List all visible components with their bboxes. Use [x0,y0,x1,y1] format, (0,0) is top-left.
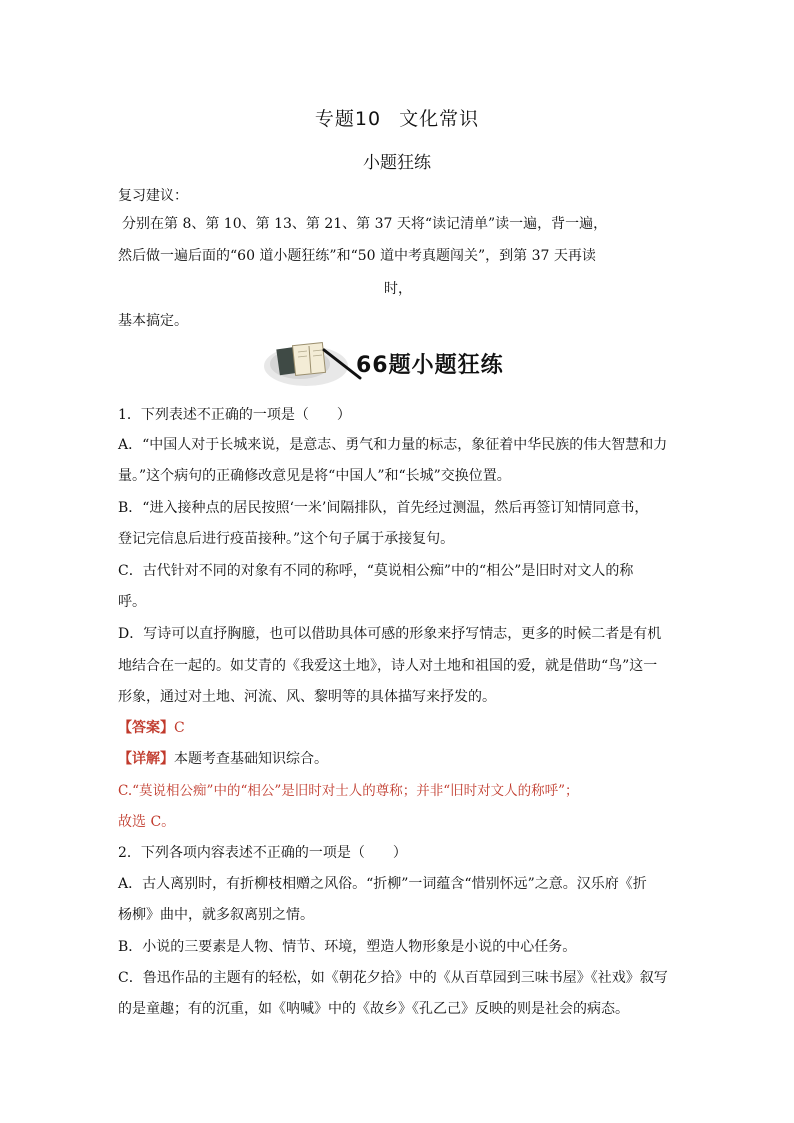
detail-text: 本题考查基础知识综合。 [174,751,328,767]
question-stem: 2．下列各项内容表述不正确的一项是（ ） [118,845,407,861]
question-stem: 1．下列表述不正确的一项是（ ） [118,407,351,423]
option-a-continued: 杨柳》曲中，就多叙离别之情。 [118,907,314,923]
option-a: A．古人离别时，有折柳枝相赠之风俗。“折柳”一词蕴含“惜别怀远”之意。汉乐府《折 [118,876,647,892]
section-banner [262,334,532,392]
banner-title: 66题小题狂练 [356,353,504,378]
option-c: C．古代针对不同的对象有不同的称呼，“莫说相公痴”中的“相公”是旧时对文人的称 [118,563,634,579]
review-advice-line: 然后做一遍后面的“60 道小题狂练”和“50 道中考真题闯关”，到第 37 天再读 [118,248,596,264]
answer-line [118,718,678,738]
option-d-continued: 形象，通过对土地、河流、风、黎明等的具体描写来抒发的。 [118,689,496,705]
option-d-continued: 地结合在一起的。如艾青的《我爱这土地》，诗人对土地和祖国的爱，就是借助“鸟”这一 [118,658,658,674]
explanation-text: C.“莫说相公痴”中的“相公”是旧时对士人的尊称；并非“旧时对文人的称呼”； [118,783,579,799]
detail-line [118,749,678,769]
detail-label: 【详解】 [118,751,174,767]
option-b: B．小说的三要素是人物、情节、环境，塑造人物形象是小说的中心任务。 [118,939,577,955]
book-brush-icon [262,334,362,392]
review-advice-heading: 复习建议： [118,188,188,204]
review-advice-line: 时， [384,281,412,297]
page-subtitle: 小题狂练 [363,153,431,173]
answer-value: C [174,720,185,736]
option-c-continued: 的是童趣；有的沉重，如《呐喊》中的《故乡》《孔乙己》反映的则是社会的病态。 [118,1001,629,1017]
option-b-continued: 登记完信息后进行疫苗接种。”这个句子属于承接复句。 [118,531,455,547]
review-advice-line: 分别在第 8、第 10、第 13、第 21、第 37 天将“读记清单”读一遍，背一遍， [122,216,608,232]
option-d: D．写诗可以直抒胸臆，也可以借助具体可感的形象来抒写情志，更多的时候二者是有机 [118,626,662,642]
option-b: B．“进入接种点的居民按照‘一米’间隔排队，首先经过测温，然后再签订知情同意书， [118,500,649,516]
answer-label: 【答案】 [118,720,174,736]
title-topic-number: 专题10 [314,108,382,130]
title-topic-name: 文化常识 [399,108,480,130]
option-c: C．鲁迅作品的主题有的轻松，如《朝花夕拾》中的《从百草园到三味书屋》《社戏》叙写 [118,970,668,986]
option-a-continued: 量。”这个病句的正确修改意见是将“中国人”和“长城”交换位置。 [118,468,511,484]
review-advice-line: 基本搞定。 [118,313,188,329]
option-a: A．“中国人对于长城来说，是意志、勇气和力量的标志，象征着中华民族的伟大智慧和力 [118,437,668,453]
option-c-continued: 呼。 [118,594,146,610]
page-title [0,104,794,131]
conclusion-text: 故选 C。 [118,814,176,830]
